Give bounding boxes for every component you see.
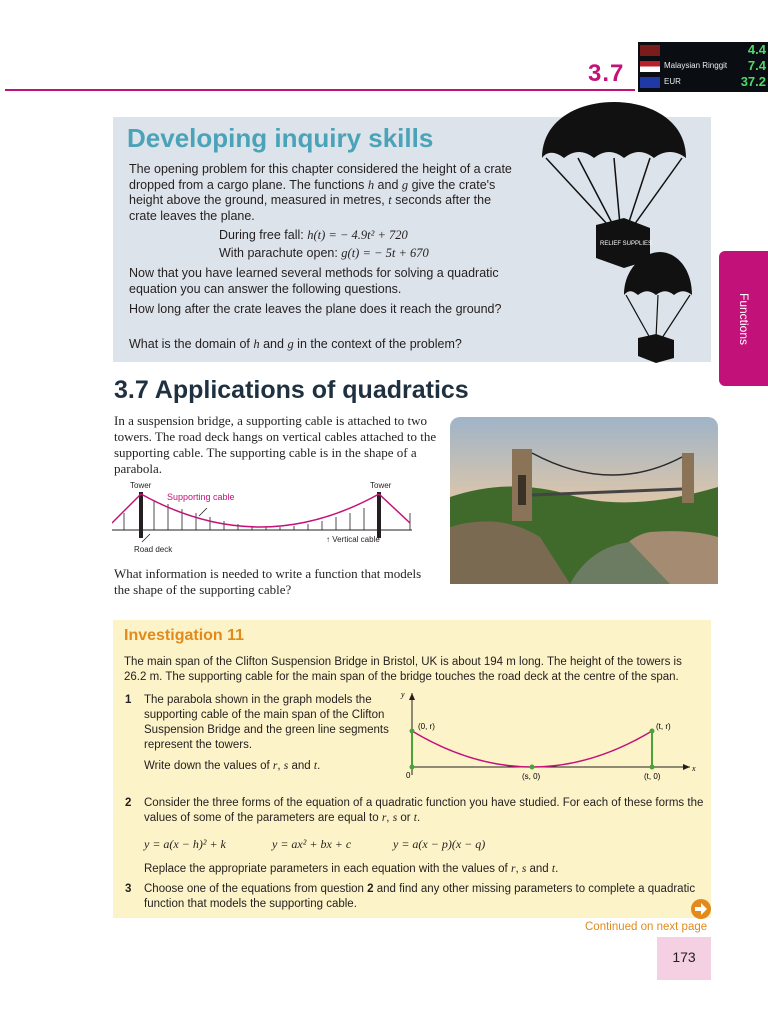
svg-text:(t, 0): (t, 0) bbox=[644, 772, 661, 781]
replace-instruction: Replace the appropriate parameters in each equation with the values of r, s and t. bbox=[144, 863, 559, 875]
bridge-diagram bbox=[112, 478, 442, 556]
svg-text:0: 0 bbox=[406, 771, 411, 780]
equation-standard-form: y = ax² + bx + c bbox=[272, 837, 352, 851]
clifton-bridge-photo bbox=[450, 417, 718, 584]
fx-row: 4.4 bbox=[638, 42, 768, 58]
section-intro: In a suspension bridge, a supporting cable is attached to two towers. The road deck hangs on vertical cables attached to the supporting cable. The supporting cable is in the shape of a parabola. bbox=[114, 413, 437, 476]
chapter-tab-functions[interactable]: Functions bbox=[719, 251, 768, 386]
inquiry-paragraph-1: The opening problem for this chapter considered the height of a crate dropped from a cargo plane. The functions h and g give the crate's height above the ground, measured in metres, t seconds after the crate leaves the plane. bbox=[129, 162, 512, 223]
parabola-curve bbox=[412, 731, 652, 767]
flag-icon bbox=[640, 61, 660, 72]
question-1-text: The parabola shown in the graph models the supporting cable of the main span of the Clifton Suspension Bridge and the green line segments represent the towers. bbox=[144, 694, 389, 751]
continued-arrow-icon[interactable] bbox=[690, 898, 712, 920]
equation-vertex-form: y = a(x − h)² + k bbox=[144, 837, 226, 851]
svg-text:(s, 0): (s, 0) bbox=[522, 772, 541, 781]
vertical-cable-label: ↑ Vertical cable bbox=[326, 535, 380, 544]
question-2-number: 2 bbox=[125, 797, 132, 809]
question-1-number: 1 bbox=[125, 694, 132, 706]
flag-icon bbox=[640, 45, 660, 56]
road-deck-label: Road deck bbox=[134, 545, 173, 554]
flag-icon bbox=[640, 77, 660, 88]
question-1-write: Write down the values of r, s and t. bbox=[144, 760, 321, 772]
svg-text:y: y bbox=[401, 690, 405, 699]
question-2-text: Consider the three forms of the equation of a quadratic function you have studied. For each of these forms the values of some of the parameters are equal to r, s or t. bbox=[144, 797, 704, 824]
parachute-equation: With parachute open: g(t) = − 5t + 670 bbox=[219, 246, 429, 260]
inquiry-paragraph-2: Now that you have learned several methods for solving a quadratic equation you can answer the following questions. bbox=[129, 266, 499, 296]
equation-factored-form: y = a(x − p)(x − q) bbox=[393, 837, 486, 851]
supporting-cable-label: Supporting cable bbox=[167, 492, 235, 502]
fx-row: Malaysian Ringgit 7.4 bbox=[638, 58, 768, 74]
section-question: What information is needed to write a function that models the shape of the supporting cable? bbox=[114, 566, 422, 597]
parachute-illustration bbox=[538, 100, 718, 365]
svg-text:(0, r): (0, r) bbox=[418, 722, 435, 731]
inquiry-question-1: How long after the crate leaves the plane does it reach the ground? bbox=[129, 302, 502, 316]
currency-ticker-photo bbox=[638, 42, 768, 92]
cable-graph bbox=[398, 687, 700, 785]
question-3-text: Choose one of the equations from question 2 and find any other missing parameters to complete a quadratic function that models the supporting cable. bbox=[144, 883, 696, 910]
tower-left-label: Tower bbox=[130, 481, 152, 490]
page-number: 173 bbox=[657, 937, 711, 980]
fx-row: EUR 37.2 bbox=[638, 74, 768, 90]
svg-text:RELIEF SUPPLIES: RELIEF SUPPLIES bbox=[600, 241, 653, 247]
section-tag: 3.7 bbox=[588, 60, 625, 87]
parachute-small-icon bbox=[624, 252, 692, 363]
free-fall-equation: During free fall: h(t) = − 4.9t² + 720 bbox=[219, 228, 408, 242]
parachute-large-icon bbox=[542, 102, 686, 268]
svg-text:x: x bbox=[692, 764, 696, 773]
inquiry-question-2: What is the domain of h and g in the context of the problem? bbox=[129, 337, 462, 351]
section-heading: 3.7 Applications of quadratics bbox=[114, 376, 469, 404]
investigation-intro: The main span of the Clifton Suspension Bridge in Bristol, UK is about 194 m long. The height of the towers is 26.2 m. The supporting cable for the main span of the bridge touches the road deck at the centre of the span. bbox=[124, 656, 682, 683]
continued-label[interactable]: Continued on next page bbox=[585, 921, 708, 933]
inquiry-title: Developing inquiry skills bbox=[127, 123, 434, 153]
tower-right-label: Tower bbox=[370, 481, 392, 490]
header-rule bbox=[5, 89, 635, 91]
svg-text:(t, r): (t, r) bbox=[656, 722, 671, 731]
investigation-title: Investigation 11 bbox=[124, 627, 245, 644]
question-3-number: 3 bbox=[125, 883, 132, 895]
